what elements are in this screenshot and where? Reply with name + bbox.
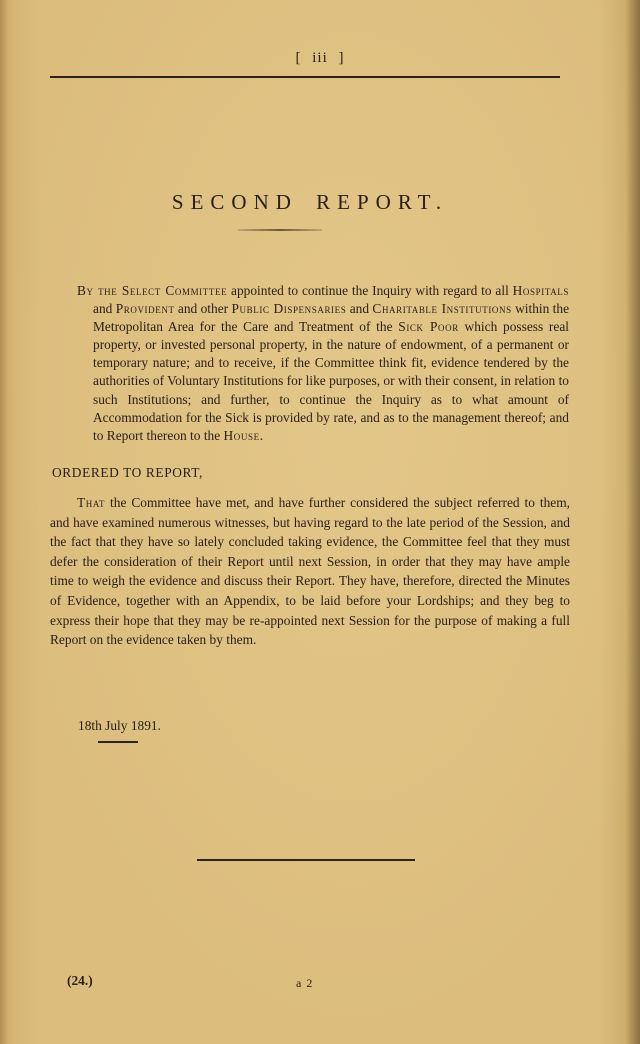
report-body-paragraph: [50, 493, 570, 650]
para-text: and: [93, 301, 116, 317]
para-text: within the Metropolitan Area for the Care and Treatment of the: [93, 301, 570, 335]
date-rule: [98, 741, 138, 743]
signature-mark: a 2: [296, 976, 314, 990]
para-text: Charitable Institutions: [372, 301, 512, 317]
title-ornament-rule: [238, 229, 322, 231]
body-text: the Committee have met, and have further considered the subject referred to them, and have examined numerous witnesses, but having regard to the late period of the Session, and the fact that they have so lately concluded taking evidence, the Committee feel that they must defer the consideration of their Report until next Session, in order that they may have ample time to weigh the evidence and discuss their Report. They have, therefore, directed the Minutes of Evidence, together with an Appendix, to be laid before your Lordships; and they beg to express their hope that they may be re-appointed next Session for the purpose of making a full Report on the evidence taken by them.: [50, 495, 570, 648]
body-lead-word: That: [77, 495, 106, 510]
para-text: House: [223, 427, 260, 443]
folio-open-bracket: [: [295, 50, 302, 66]
folio-close-bracket: ]: [338, 50, 345, 66]
page-left-edge: [0, 0, 8, 1044]
page-folio: [0, 50, 640, 67]
para-text: Hospitals: [512, 283, 570, 298]
report-date: 18th July 1891.: [78, 718, 161, 733]
para-text: and: [346, 301, 373, 317]
para-text: Sick Poor: [398, 319, 459, 335]
para-text: By the: [77, 283, 122, 298]
ordered-to-report-heading: ORDERED TO REPORT,: [52, 465, 203, 480]
closing-rule: [197, 859, 415, 861]
paper-number: (24.): [67, 973, 93, 988]
header-rule: [50, 76, 560, 78]
para-text: Public Dispensaries: [231, 301, 347, 317]
para-text: appointed to continue the Inquiry with regard to all: [227, 283, 513, 298]
para-text: which possess real property, or invested personal property, in the nature of endowment, of a permanent or temporary nature; and to receive, if the Committee think fit, evidence tendered by the authorities of Voluntary Institutions for like purposes, or with their consent, in relation to such Institutions; and further, to continue the Inquiry as to what amount of Accommodation for the Sick is provided by rate, and as to the management thereof; and to Report thereon to the: [93, 319, 570, 443]
page-spine-shadow: [626, 0, 640, 1044]
report-title: SECOND REPORT.: [171, 190, 449, 214]
folio-number: iii: [312, 50, 328, 66]
para-text: Provident: [115, 301, 175, 317]
para-text: Select Committee: [121, 283, 228, 298]
para-text: and other: [174, 301, 232, 317]
para-text: .: [259, 427, 264, 443]
committee-reference-paragraph: [77, 282, 569, 445]
